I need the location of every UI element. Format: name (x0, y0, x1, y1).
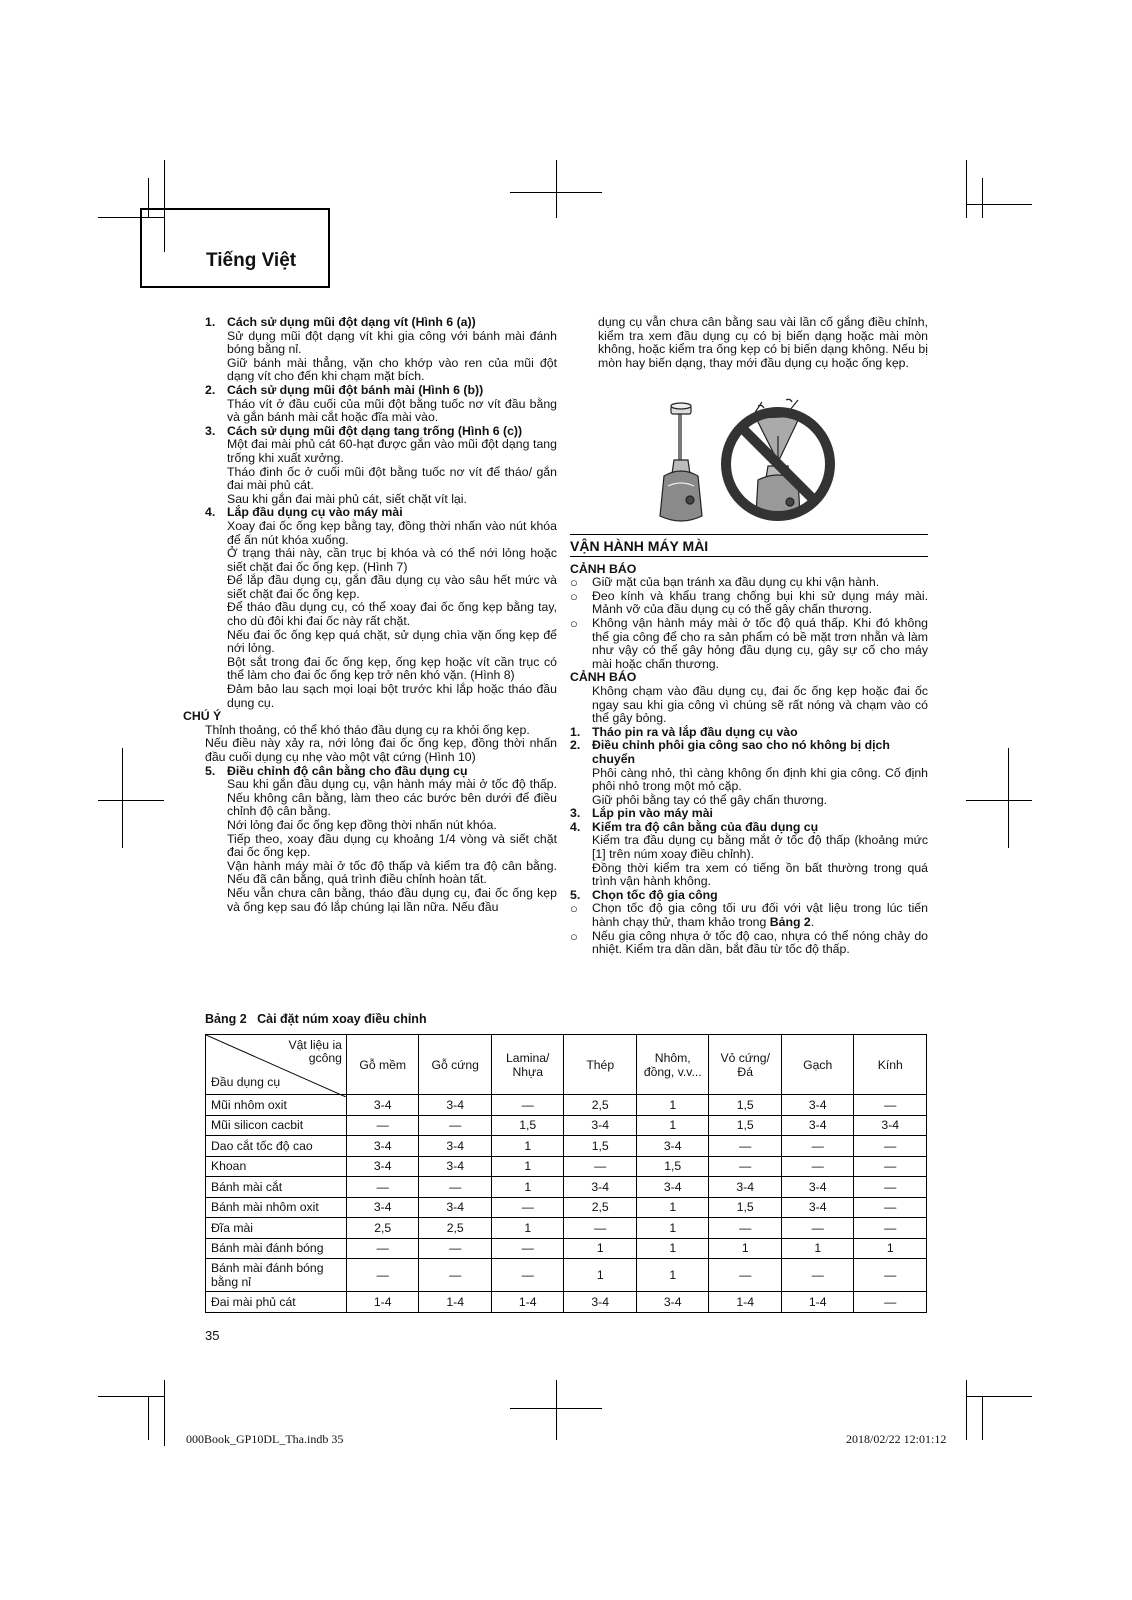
table-cell: 3-4 (346, 1136, 419, 1157)
item-paragraph: Tháo đinh ốc ở cuối mũi đột bằng tuốc nơ vít để tháo/ gắn đai mài phủ cát. (227, 464, 557, 493)
bullet-text: Đeo kính và khẩu trang chống bụi khi sử dụng máy mài. Mảnh vỡ của đầu dụng cụ có thể gây chấn thương. (592, 588, 928, 617)
table-cell: — (781, 1218, 854, 1239)
step-paragraph: Giữ phôi bằng tay có thể gây chấn thương. (592, 792, 828, 807)
step-number: 4. (570, 819, 581, 834)
column-header: Gỗ mềm (346, 1035, 419, 1095)
column-header: Gỗ cứng (419, 1035, 492, 1095)
table-cell: 3-4 (709, 1177, 782, 1198)
table-row (206, 1177, 927, 1198)
item-paragraph: Một đai mài phủ cát 60-hạt được gắn vào mũi đột dạng tang trống khi xuất xưởng. (227, 437, 557, 465)
item-paragraph: Nới lỏng đai ốc ống kẹp đồng thời nhấn nút khóa. (227, 817, 497, 832)
table-cell: 1 (781, 1238, 854, 1259)
warning-bullet (570, 590, 928, 617)
table-cell: 1 (491, 1156, 564, 1177)
step-number: 2. (570, 738, 581, 753)
item-paragraph: Sau khi gắn đai mài phủ cát, siết chặt vít lại. (227, 491, 467, 506)
table-row (206, 1136, 927, 1157)
item-body (227, 316, 557, 384)
table-row (206, 1115, 927, 1136)
row-label: Đĩa mài (206, 1218, 347, 1239)
item-number: 5. (205, 763, 216, 778)
table-cell: — (781, 1136, 854, 1157)
operation-step (570, 807, 928, 821)
table-cell: — (709, 1259, 782, 1292)
table-cell: — (709, 1218, 782, 1239)
bullet-text (592, 930, 928, 957)
operation-step (570, 821, 928, 889)
bullet-text-end: . (810, 915, 815, 930)
table-cell: 3-4 (419, 1197, 492, 1218)
operation-step (570, 889, 928, 903)
table-cell: — (346, 1115, 419, 1136)
table-cell: 3-4 (346, 1197, 419, 1218)
table-cell: 1-4 (709, 1292, 782, 1313)
table-cell: 1 (636, 1218, 709, 1239)
item-paragraph: Thỉnh thoảng, có thể khó tháo đầu dụng cụ ra khỏi ống kẹp. (205, 722, 530, 737)
table-row (206, 1218, 927, 1239)
table-cell: — (491, 1197, 564, 1218)
table-cell: — (709, 1156, 782, 1177)
page-number: 35 (205, 1328, 220, 1343)
table-cell: 1 (709, 1238, 782, 1259)
item-paragraph: Tiếp theo, xoay đầu dụng cụ khoảng 1/4 vòng và siết chặt đai ốc ống kẹp. (227, 831, 557, 860)
table-cell: 2,5 (419, 1218, 492, 1239)
continued-paragraph: dụng cụ vẫn chưa cân bằng sau vài lần cố gắng điều chỉnh, kiểm tra xem đầu dụng cụ có bị biến dạng hoặc mài mòn không, hoặc kiểm tra ống kẹp có bị biến dạng không. Nếu bị mòn hay biến dạng, thay mới đầu dụng cụ hoặc ống kẹp. (598, 315, 928, 370)
bullet-text: Giữ mặt của bạn tránh xa đầu dụng cụ khi vận hành. (592, 575, 880, 590)
step-number: 1. (570, 724, 581, 739)
table-cell: — (854, 1218, 927, 1239)
table-header-row (206, 1035, 927, 1095)
step-heading: Chọn tốc độ gia công (592, 887, 718, 902)
table-cell: — (564, 1218, 637, 1239)
warning-title: CẢNH BÁO (570, 561, 637, 576)
table-cell: 3-4 (419, 1156, 492, 1177)
right-column-top (598, 316, 928, 370)
bullet-text: Không vận hành máy mài ở tốc độ quá thấp. Khi đó không thể gia công để cho ra sản phẩm có bề mặt trơn nhẵn và làm như vậy có thể gây hỏng đầu dụng cụ, gây sự cố cho máy mài hoặc chấn thương. (592, 615, 928, 671)
table-cell: 1,5 (709, 1115, 782, 1136)
item-paragraph: Đảm bảo lau sạch mọi loại bột trước khi lắp hoặc tháo đầu dụng cụ. (227, 682, 557, 710)
column-header: Thép (564, 1035, 637, 1095)
table-cell: — (419, 1259, 492, 1292)
left-column (183, 315, 557, 914)
table-cell: — (854, 1095, 927, 1116)
item-body (227, 384, 557, 425)
item-heading: Lắp đầu dụng cụ vào máy mài (227, 505, 403, 520)
table-cell: 3-4 (564, 1115, 637, 1136)
step-heading: Tháo pin ra và lắp đầu dụng cụ vào (592, 724, 798, 739)
numbered-item (205, 506, 557, 710)
row-label: Dao cắt tốc độ cao (206, 1136, 347, 1157)
table-cell: — (854, 1136, 927, 1157)
table-cell: 3-4 (781, 1095, 854, 1116)
table-cell: 1 (564, 1238, 637, 1259)
item-body (183, 709, 557, 764)
corner-top-line2: gcông (308, 1051, 342, 1065)
table-cell: 1,5 (636, 1156, 709, 1177)
table-cell: 3-4 (419, 1095, 492, 1116)
table-cell: — (564, 1156, 637, 1177)
table-caption (205, 1012, 427, 1026)
numbered-item (183, 709, 557, 764)
item-paragraph: Nếu vẫn chưa cân bằng, tháo đầu dụng cụ, đai ốc ống kẹp và ống kẹp sau đó lắp chúng lại lần nữa. Nếu đầu (227, 885, 557, 914)
table-cell: 2,5 (564, 1095, 637, 1116)
column-header: Lamina/ Nhựa (491, 1035, 564, 1095)
step-body (592, 739, 928, 807)
operation-step (570, 726, 928, 740)
table-cell: — (346, 1259, 419, 1292)
table-cell: 3-4 (781, 1197, 854, 1218)
row-label: Mũi silicon cacbit (206, 1115, 347, 1136)
language-tab (140, 208, 330, 288)
item-paragraph: Nếu điều này xảy ra, nới lỏng đai ốc ống kẹp, đồng thời nhấn đầu cuối dụng cụ nhẹ vào một vật cứng (Hình 10) (205, 736, 557, 764)
warning-bullet (570, 617, 928, 671)
item-paragraph: Sau khi gắn đầu dụng cụ, vận hành máy mài ở tốc độ thấp. Nếu không cân bằng, làm theo các bước bên dưới để điều chỉnh độ cân bằng. (227, 777, 557, 819)
table-reference: Bảng 2 (769, 915, 811, 930)
item-number: 2. (205, 382, 216, 397)
step-paragraph: Đồng thời kiểm tra xem có tiếng ồn bất thường trong quá trình vận hành không. (592, 860, 928, 889)
table-cell: 3-4 (781, 1115, 854, 1136)
table-cell: — (854, 1292, 927, 1313)
table-cell: 1,5 (564, 1136, 637, 1157)
bullet-text-main: Chọn tốc độ gia công tối ưu đối với vật liệu trong lúc tiến hành chạy thử, tham khảo trong (592, 901, 928, 930)
tool-balance-drawing (650, 396, 840, 526)
table-cell: 1 (636, 1259, 709, 1292)
speed-bullet (570, 902, 928, 929)
table-cell: — (854, 1156, 927, 1177)
table-cell: 3-4 (636, 1292, 709, 1313)
table-cell: 1 (636, 1095, 709, 1116)
operation-section-rule-top (570, 534, 928, 535)
table-cell: — (419, 1238, 492, 1259)
footer-timestamp: 2018/02/22 12:01:12 (846, 1432, 947, 1446)
item-paragraph: Giữ bánh mài thẳng, vặn cho khớp vào ren của mũi đột dạng vít cho đến khi chạm mặt bích. (227, 355, 557, 384)
corner-top-line1: Vật liệu ia (288, 1038, 342, 1052)
step-heading: Điều chỉnh phôi gia công sao cho nó không bị dịch chuyển (592, 738, 890, 766)
table-cell: 1,5 (491, 1115, 564, 1136)
table-cell: 2,5 (346, 1218, 419, 1239)
balance-illustration (650, 396, 840, 526)
numbered-item (205, 316, 557, 384)
operation-section (570, 540, 928, 957)
table-cell: 1 (636, 1115, 709, 1136)
table-cell: 1-4 (781, 1292, 854, 1313)
row-label: Bánh mài nhôm oxit (206, 1197, 347, 1218)
table-cell: 3-4 (636, 1177, 709, 1198)
table-cell: 1 (491, 1177, 564, 1198)
table-cell: 3-4 (564, 1292, 637, 1313)
table-cell: — (854, 1259, 927, 1292)
table-cell: 1 (636, 1197, 709, 1218)
warning-text: Không chạm vào đầu dụng cụ, đai ốc ống kẹp hoặc đai ốc ngay sau khi gia công vì chúng sẽ rất nóng và chạm vào có thể gây bỏng. (592, 683, 928, 726)
table-cell: 2,5 (564, 1197, 637, 1218)
table-cell: 1 (491, 1136, 564, 1157)
step-heading: Kiểm tra độ cân bằng của đầu dụng cụ (592, 819, 819, 834)
table-cell: — (854, 1197, 927, 1218)
table-cell: 3-4 (564, 1177, 637, 1198)
bullet-circle: ○ (570, 588, 578, 604)
table-cell: 3-4 (346, 1095, 419, 1116)
item-paragraph: Nếu đai ốc ống kẹp quá chặt, sử dụng chìa vặn ống kẹp để nới lỏng. (227, 627, 557, 656)
numbered-item (205, 425, 557, 507)
table-cell: — (854, 1177, 927, 1198)
item-number: 3. (205, 423, 216, 438)
step-body (592, 821, 928, 889)
table-row (206, 1238, 927, 1259)
step-body (592, 807, 928, 821)
table-cell: — (491, 1238, 564, 1259)
dial-settings-table (205, 1034, 927, 1313)
table-cell: 1 (854, 1238, 927, 1259)
item-body (227, 425, 557, 507)
step-paragraph: Phôi càng nhỏ, thì càng không ổn định khi gia công. Cố định phôi nhỏ trong một mỏ cặp. (592, 765, 928, 794)
row-label: Đai mài phủ cát (206, 1292, 347, 1313)
item-paragraph: Để lắp đầu dụng cụ, gắn đầu dụng cụ vào sâu hết mức và siết chặt đai ốc ống kẹp. (227, 573, 557, 601)
item-heading: Cách sử dụng mũi đột dạng tang trống (Hình 6 (c)) (227, 423, 523, 438)
item-paragraph: Vận hành máy mài ở tốc độ thấp và kiểm tra độ cân bằng. Nếu đã cân bằng, quá trình điều chỉnh hoàn tất. (227, 858, 557, 887)
item-number: 4. (205, 505, 216, 520)
step-body (592, 726, 928, 740)
column-header: Nhôm, đồng, v.v... (636, 1035, 709, 1095)
row-label: Mũi nhôm oxit (206, 1095, 347, 1116)
warning-bullet (570, 576, 928, 590)
table-cell: — (491, 1095, 564, 1116)
footer-file-info: 000Book_GP10DL_Tha.indb 35 (186, 1432, 344, 1446)
table-cell: 3-4 (419, 1136, 492, 1157)
warning-title: CẢNH BÁO (570, 670, 637, 685)
step-heading: Lắp pin vào máy mài (592, 806, 713, 821)
item-paragraph: Để tháo đầu dụng cụ, có thể xoay đai ốc ống kẹp bằng tay, cho dù đôi khi đai ốc này rất chặt. (227, 600, 557, 629)
operation-step (570, 739, 928, 807)
bullet-text-main: Nếu gia công nhựa ở tốc độ cao, nhựa có thể nóng chảy do nhiệt. Kiểm tra dần dần, bắt đầu từ tốc độ thấp. (592, 928, 928, 957)
table-cell: 1 (491, 1218, 564, 1239)
bullet-text (592, 902, 928, 929)
table-cell: 1 (636, 1238, 709, 1259)
table-cell: — (419, 1115, 492, 1136)
item-number: 1. (205, 315, 216, 329)
table-cell: 1-4 (419, 1292, 492, 1313)
table-cell: 1 (564, 1259, 637, 1292)
item-heading: Cách sử dụng mũi đột dạng vít (Hình 6 (a)) (227, 315, 476, 329)
item-paragraph: Tháo vít ở đầu cuối của mũi đột bằng tuốc nơ vít đầu bằng và gắn bánh mài cắt hoặc đĩa mài vào. (227, 396, 557, 425)
table-cell: 3-4 (854, 1115, 927, 1136)
table-row (206, 1259, 927, 1292)
table-cell: 3-4 (636, 1136, 709, 1157)
table-cell: 1,5 (709, 1197, 782, 1218)
step-number: 3. (570, 806, 581, 821)
table-cell: — (781, 1259, 854, 1292)
item-heading: Cách sử dụng mũi đột bánh mài (Hình 6 (b)) (227, 382, 484, 397)
step-paragraph: Kiểm tra đầu dụng cụ bằng mắt ở tốc độ thấp (khoảng mức [1] trên núm xoay điều chỉnh). (592, 833, 928, 862)
item-body (227, 765, 557, 915)
table-cell: — (346, 1177, 419, 1198)
table-caption-label: Bảng 2 (205, 1012, 247, 1026)
table-cell: 1-4 (346, 1292, 419, 1313)
row-label: Bánh mài đánh bóng (206, 1238, 347, 1259)
row-label: Bánh mài cắt (206, 1177, 347, 1198)
bullet-circle: ○ (570, 575, 578, 591)
bullet-circle: ○ (570, 928, 578, 944)
numbered-item (205, 384, 557, 425)
item-body (227, 506, 557, 710)
language-label: Tiếng Việt (206, 250, 297, 271)
speed-bullet (570, 930, 928, 957)
row-label: Khoan (206, 1156, 347, 1177)
bullet-circle: ○ (570, 615, 578, 631)
table-cell: 1-4 (491, 1292, 564, 1313)
table-row (206, 1095, 927, 1116)
table-row (206, 1292, 927, 1313)
step-number: 5. (570, 887, 581, 902)
column-header: Gạch (781, 1035, 854, 1095)
column-header: Kính (854, 1035, 927, 1095)
item-paragraph: Bột sắt trong đai ốc ống kẹp, ống kẹp hoặc vít cần trục có thể làm cho đai ốc ống kẹp trở nên khó vặn. (Hình 8) (227, 654, 557, 683)
table-caption-text: Cài đặt núm xoay điều chỉnh (257, 1012, 427, 1026)
table-cell: 3-4 (781, 1177, 854, 1198)
item-paragraph: Sử dụng mũi đột dạng vít khi gia công với bánh mài đánh bóng bằng nỉ. (227, 328, 557, 357)
numbered-item (205, 765, 557, 915)
table-row (206, 1156, 927, 1177)
table-cell: — (709, 1136, 782, 1157)
item-paragraph: Xoay đai ốc ống kẹp bằng tay, đồng thời nhấn vào nút khóa để ấn nút khóa xuống. (227, 518, 557, 547)
section-title: VẬN HÀNH MÁY MÀI (570, 538, 709, 554)
bullet-circle: ○ (570, 901, 578, 917)
table-cell: — (781, 1156, 854, 1177)
table-cell: — (419, 1177, 492, 1198)
table-corner-cell (206, 1035, 347, 1095)
table-cell: 1,5 (709, 1095, 782, 1116)
section-rule (570, 556, 928, 557)
row-label: Bánh mài đánh bóng bằng nỉ (206, 1259, 347, 1292)
table-cell: — (491, 1259, 564, 1292)
table-cell: 3-4 (346, 1156, 419, 1177)
item-heading: Điều chỉnh độ cân bằng cho đầu dụng cụ (227, 763, 468, 778)
corner-bottom: Đầu dụng cụ (211, 1075, 281, 1089)
table-row (206, 1197, 927, 1218)
item-heading: CHÚ Ý (183, 709, 222, 724)
step-body (592, 889, 928, 903)
column-header: Vỏ cứng/ Đá (709, 1035, 782, 1095)
table-cell: — (346, 1238, 419, 1259)
item-paragraph: Ở trạng thái này, cần trục bị khóa và có thể nới lỏng hoặc siết chặt đai ốc ống kẹp. (Hình 7) (227, 546, 557, 574)
